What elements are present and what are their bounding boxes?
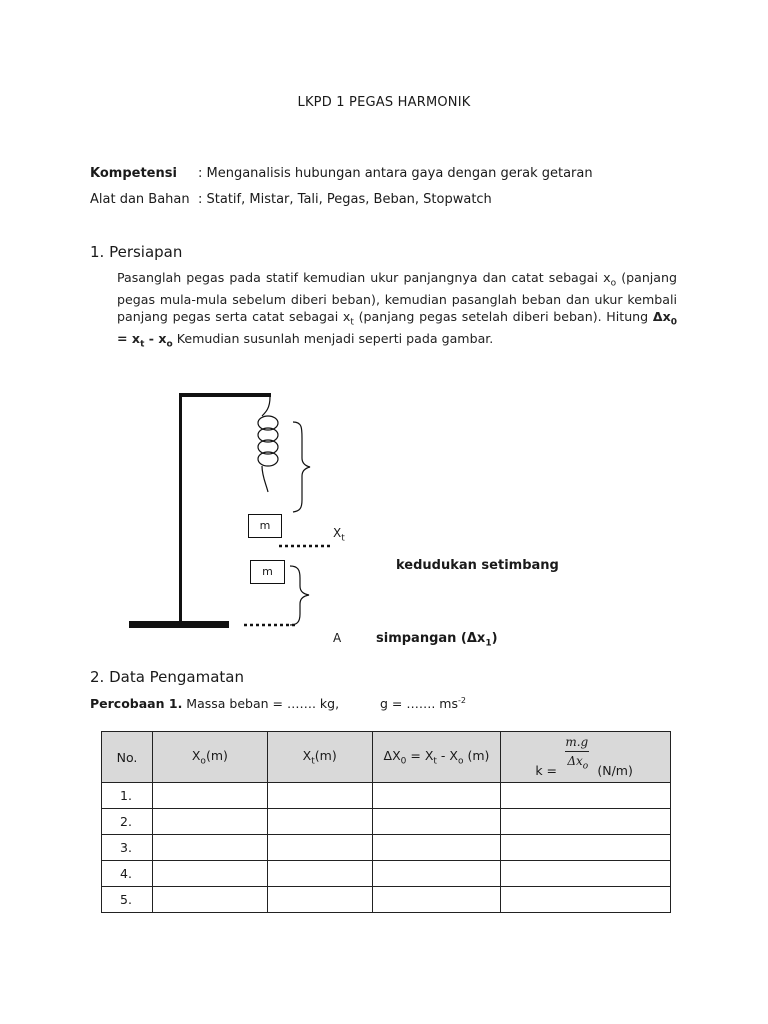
- statif-pole: [179, 395, 182, 623]
- cell-xt[interactable]: [267, 861, 372, 887]
- section-1-heading: 1. Persiapan: [90, 243, 183, 261]
- cell-k[interactable]: [501, 783, 671, 809]
- mass-label-2: m: [262, 565, 273, 578]
- header-x0: $X_o(m)$: [152, 732, 267, 783]
- k-unit: (N/m): [597, 763, 633, 778]
- kompetensi-value: : Menganalisis hubungan antara gaya dengan gerak getaran: [198, 166, 593, 181]
- displacement-brace: [290, 566, 309, 625]
- k-numerator: m.g: [565, 735, 589, 749]
- cell-xt[interactable]: [267, 809, 372, 835]
- k-prefix: k =: [535, 763, 558, 778]
- header-k: [501, 732, 671, 783]
- row-number: 1.: [102, 783, 153, 809]
- cell-k[interactable]: [501, 809, 671, 835]
- a-label: A: [333, 631, 342, 645]
- cell-x0[interactable]: [152, 835, 267, 861]
- cell-delta-x[interactable]: [372, 809, 501, 835]
- table-header-row: [102, 732, 671, 783]
- observation-table: [101, 731, 671, 913]
- table-row: [102, 809, 671, 835]
- header-xt: $X_t(m)$: [267, 732, 372, 783]
- cell-xt[interactable]: [267, 887, 372, 913]
- section-1-paragraph: Pasanglah pegas pada statif kemudian ukur panjangnya dan catat sebagai $x_o$ (panjang pegas mula-mula sebelum diberi beban), kemudian pasanglah beban dan ukur kembali panjang pegas serta catat sebagai $x_t$ (panjang pegas setelah diberi beban). Hitung $\Delta x_0 = x_t - x_o$ Kemudian susunlah menjadi seperti pada gambar.: [117, 270, 677, 350]
- row-number: 2.: [102, 809, 153, 835]
- cell-delta-x[interactable]: [372, 835, 501, 861]
- row-number: 3.: [102, 835, 153, 861]
- cell-x0[interactable]: [152, 887, 267, 913]
- xt-label: $X_t$: [333, 526, 345, 544]
- cell-xt[interactable]: [267, 835, 372, 861]
- row-number: 4.: [102, 861, 153, 887]
- alat-value: : Statif, Mistar, Tali, Pegas, Beban, Stopwatch: [198, 192, 492, 207]
- table-row: [102, 835, 671, 861]
- header-delta-x: $\Delta X_0 = X_t - X_o$ (m): [372, 732, 501, 783]
- cell-k[interactable]: [501, 835, 671, 861]
- row-number: 5.: [102, 887, 153, 913]
- cell-delta-x[interactable]: [372, 887, 501, 913]
- spring-diagram: [0, 380, 768, 660]
- alat-label: Alat dan Bahan: [90, 192, 190, 207]
- percobaan-line: Percobaan 1. Massa beban = ……. kg,: [90, 696, 340, 711]
- gravity-value: g = ……. $ms^{-2}$: [380, 696, 466, 712]
- section-2-heading: 2. Data Pengamatan: [90, 668, 245, 686]
- mass-label-1: m: [259, 519, 271, 532]
- statif-arm: [179, 393, 271, 397]
- header-no: No.: [102, 732, 153, 783]
- cell-x0[interactable]: [152, 809, 267, 835]
- cell-x0[interactable]: [152, 783, 267, 809]
- page-title: LKPD 1 PEGAS HARMONIK: [297, 95, 471, 110]
- k-fraction-bar: [565, 751, 589, 752]
- displacement-label: simpangan $(\Delta x_1)$: [376, 631, 498, 649]
- cell-x0[interactable]: [152, 861, 267, 887]
- cell-delta-x[interactable]: [372, 783, 501, 809]
- spring-length-brace: [293, 422, 310, 512]
- cell-xt[interactable]: [267, 783, 372, 809]
- table-row: [102, 887, 671, 913]
- mass-block-1: [248, 514, 282, 538]
- cell-k[interactable]: [501, 887, 671, 913]
- kompetensi-label: Kompetensi: [90, 166, 177, 181]
- table-row: [102, 861, 671, 887]
- table-row: [102, 783, 671, 809]
- k-denominator: $\Delta x_o$: [567, 754, 589, 772]
- mass-block-2: [250, 560, 285, 584]
- cell-k[interactable]: [501, 861, 671, 887]
- cell-delta-x[interactable]: [372, 861, 501, 887]
- spring-coil: [258, 397, 278, 492]
- equilibrium-label: kedudukan setimbang: [396, 558, 559, 573]
